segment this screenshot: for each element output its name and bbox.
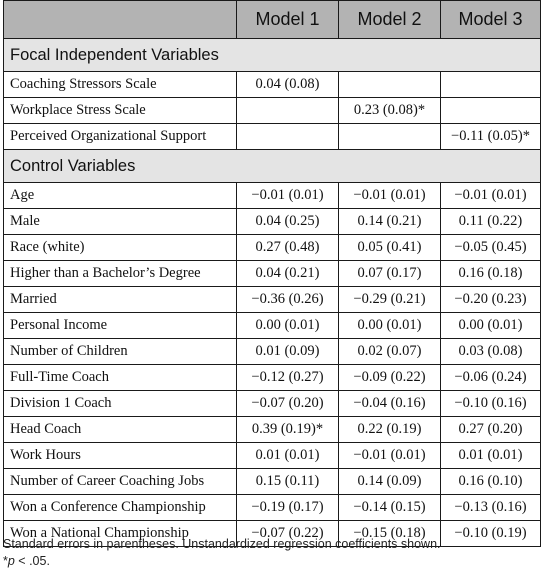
sig-variable: p — [7, 554, 15, 568]
row-label: Personal Income — [4, 313, 237, 339]
table-row — [4, 495, 541, 521]
model-3-cell: 0.03 (0.08) — [441, 339, 541, 365]
table-row — [4, 235, 541, 261]
model-3-cell: −0.13 (0.16) — [441, 495, 541, 521]
section-header-row — [4, 39, 541, 72]
table-row — [4, 391, 541, 417]
model-2-cell — [339, 72, 441, 98]
row-label: Number of Children — [4, 339, 237, 365]
table-notes — [3, 536, 539, 570]
sig-threshold: < .05. — [14, 554, 50, 568]
model-2-cell: −0.04 (0.16) — [339, 391, 441, 417]
table-row — [4, 365, 541, 391]
row-label: Won a Conference Championship — [4, 495, 237, 521]
model-1-cell: −0.36 (0.26) — [237, 287, 339, 313]
row-label: Division 1 Coach — [4, 391, 237, 417]
notes-line-2 — [3, 553, 539, 570]
model-3-cell: −0.05 (0.45) — [441, 235, 541, 261]
table-row — [4, 183, 541, 209]
model-2-cell: 0.02 (0.07) — [339, 339, 441, 365]
model-3-cell: −0.10 (0.16) — [441, 391, 541, 417]
model-1-cell: −0.07 (0.20) — [237, 391, 339, 417]
table-row — [4, 72, 541, 98]
table-row — [4, 417, 541, 443]
table-row — [4, 98, 541, 124]
model-1-cell: −0.07 (0.22) — [237, 521, 339, 547]
header-row — [4, 1, 541, 39]
model-3-cell: 0.27 (0.20) — [441, 417, 541, 443]
notes-line-1: Standard errors in parentheses. Unstandardized regression coefficients shown. — [3, 537, 441, 551]
model-3-cell — [441, 72, 541, 98]
model-1-cell: 0.15 (0.11) — [237, 469, 339, 495]
row-label: Workplace Stress Scale — [4, 98, 237, 124]
model-2-cell: −0.29 (0.21) — [339, 287, 441, 313]
model-3-cell: −0.11 (0.05)* — [441, 124, 541, 150]
model-2-cell: 0.14 (0.09) — [339, 469, 441, 495]
model-3-cell: −0.06 (0.24) — [441, 365, 541, 391]
row-label: Race (white) — [4, 235, 237, 261]
table-row — [4, 261, 541, 287]
model-1-cell: 0.01 (0.09) — [237, 339, 339, 365]
model-1-cell: 0.04 (0.08) — [237, 72, 339, 98]
table-row — [4, 124, 541, 150]
model-3-cell: −0.01 (0.01) — [441, 183, 541, 209]
model-3-cell: 0.11 (0.22) — [441, 209, 541, 235]
row-label: Age — [4, 183, 237, 209]
model-2-cell: −0.01 (0.01) — [339, 443, 441, 469]
model-2-cell: 0.07 (0.17) — [339, 261, 441, 287]
model-3-cell: 0.16 (0.18) — [441, 261, 541, 287]
table-row — [4, 313, 541, 339]
section-header-row — [4, 150, 541, 183]
model-1-cell: 0.01 (0.01) — [237, 443, 339, 469]
model-3-cell: 0.00 (0.01) — [441, 313, 541, 339]
model-3-cell — [441, 98, 541, 124]
table-row — [4, 443, 541, 469]
row-label: Perceived Organizational Support — [4, 124, 237, 150]
row-label: Full-Time Coach — [4, 365, 237, 391]
model-1-cell — [237, 124, 339, 150]
model-2-cell: 0.23 (0.08)* — [339, 98, 441, 124]
model-2-cell: 0.05 (0.41) — [339, 235, 441, 261]
table-row — [4, 339, 541, 365]
model-2-cell: −0.01 (0.01) — [339, 183, 441, 209]
model-1-cell: 0.27 (0.48) — [237, 235, 339, 261]
header-model-1: Model 1 — [237, 1, 339, 39]
model-2-cell: −0.14 (0.15) — [339, 495, 441, 521]
model-1-cell: 0.39 (0.19)* — [237, 417, 339, 443]
model-3-cell: −0.10 (0.19) — [441, 521, 541, 547]
model-1-cell: −0.12 (0.27) — [237, 365, 339, 391]
header-model-2: Model 2 — [339, 1, 441, 39]
model-1-cell — [237, 98, 339, 124]
model-1-cell: 0.00 (0.01) — [237, 313, 339, 339]
table-row — [4, 287, 541, 313]
header-model-3: Model 3 — [441, 1, 541, 39]
row-label: Number of Career Coaching Jobs — [4, 469, 237, 495]
row-label: Coaching Stressors Scale — [4, 72, 237, 98]
header-blank-cell — [4, 1, 237, 39]
model-3-cell: 0.16 (0.10) — [441, 469, 541, 495]
model-2-cell: −0.15 (0.18) — [339, 521, 441, 547]
model-2-cell: 0.22 (0.19) — [339, 417, 441, 443]
section-title: Focal Independent Variables — [4, 39, 541, 72]
row-label: Male — [4, 209, 237, 235]
table-row — [4, 469, 541, 495]
row-label: Won a National Championship — [4, 521, 237, 547]
regression-table — [3, 0, 541, 547]
section-title: Control Variables — [4, 150, 541, 183]
model-2-cell: 0.14 (0.21) — [339, 209, 441, 235]
sig-symbol: * — [3, 554, 8, 568]
row-label: Higher than a Bachelor’s Degree — [4, 261, 237, 287]
row-label: Work Hours — [4, 443, 237, 469]
model-2-cell: 0.00 (0.01) — [339, 313, 441, 339]
model-2-cell: −0.09 (0.22) — [339, 365, 441, 391]
row-label: Married — [4, 287, 237, 313]
model-1-cell: 0.04 (0.21) — [237, 261, 339, 287]
model-3-cell: −0.20 (0.23) — [441, 287, 541, 313]
row-label: Head Coach — [4, 417, 237, 443]
table-row — [4, 209, 541, 235]
model-1-cell: −0.19 (0.17) — [237, 495, 339, 521]
model-1-cell: 0.04 (0.25) — [237, 209, 339, 235]
model-2-cell — [339, 124, 441, 150]
model-1-cell: −0.01 (0.01) — [237, 183, 339, 209]
model-3-cell: 0.01 (0.01) — [441, 443, 541, 469]
